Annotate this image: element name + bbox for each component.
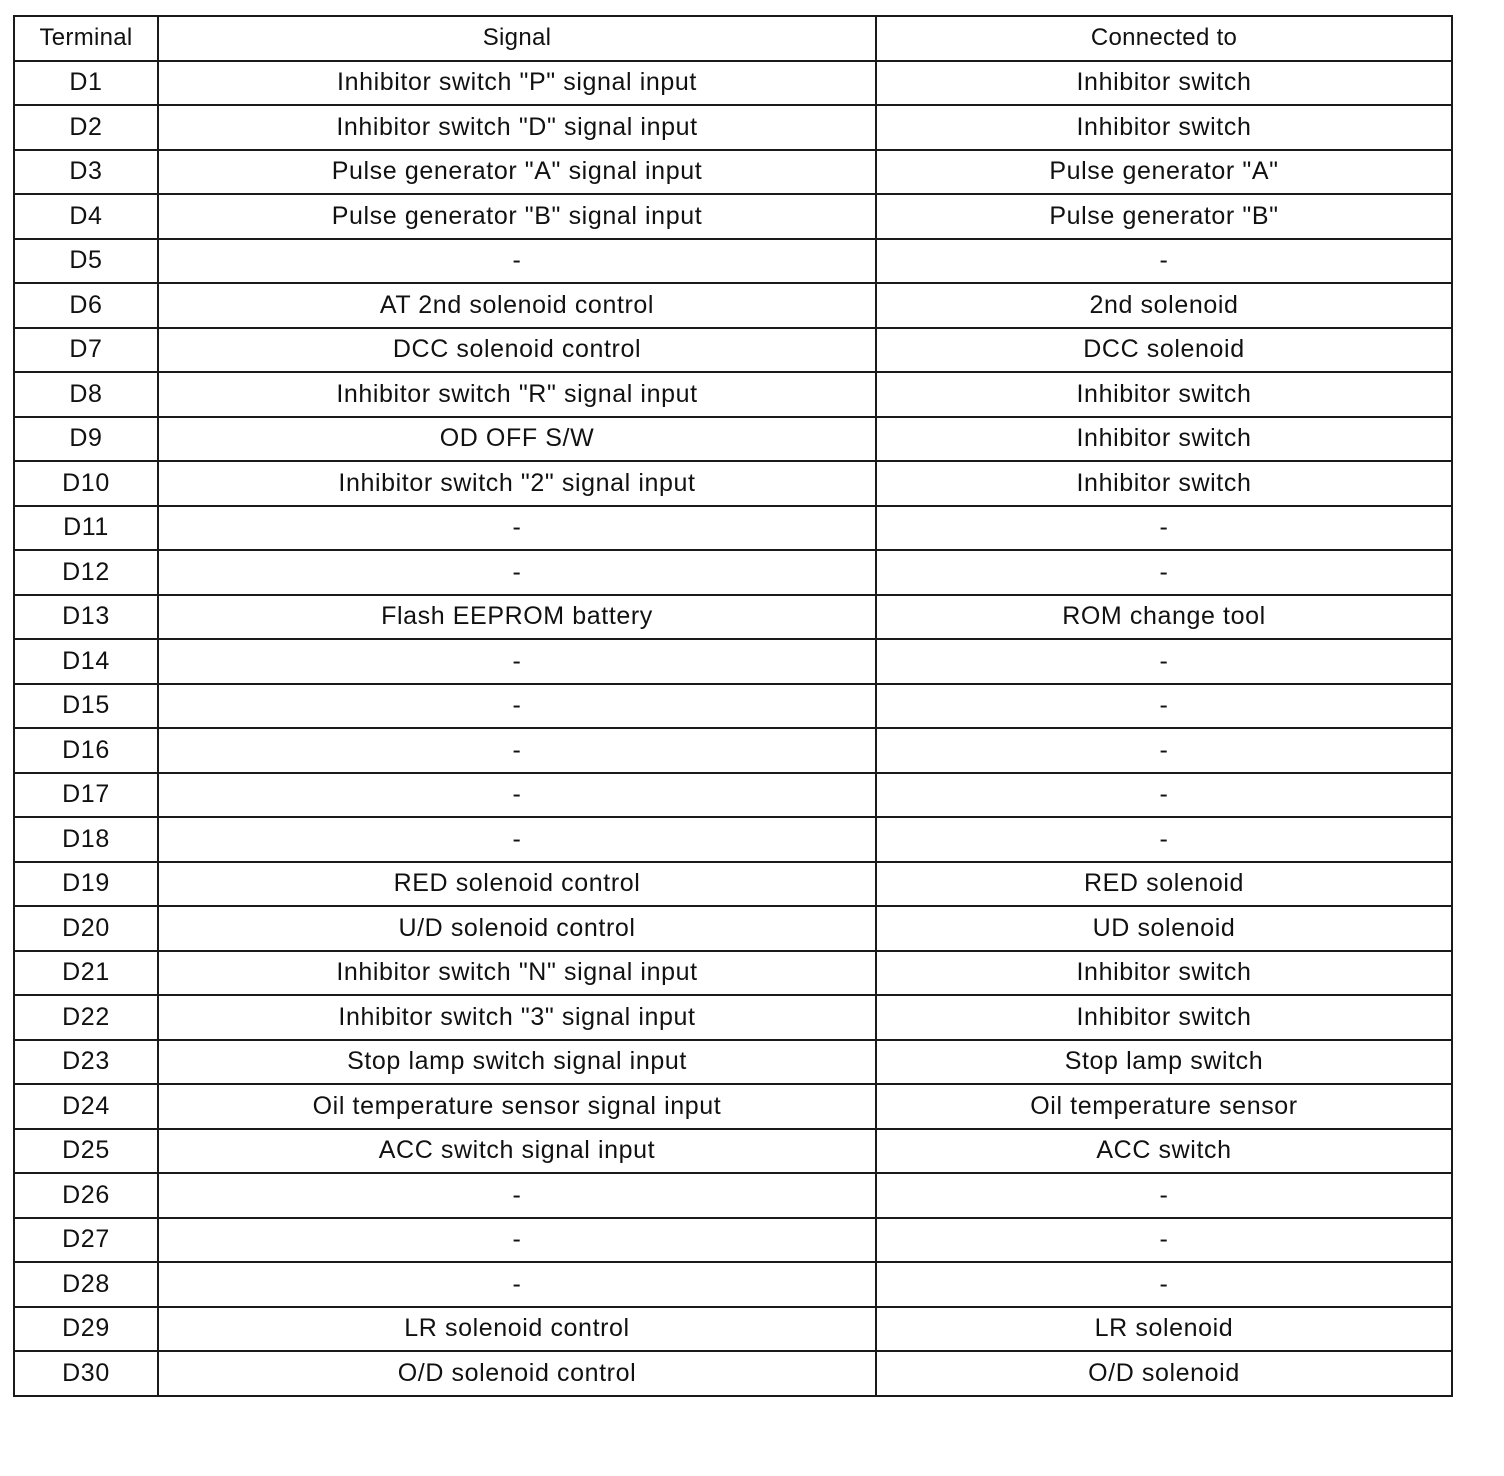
terminal-cell: D6 (14, 283, 158, 328)
signal-cell: DCC solenoid control (158, 328, 876, 373)
table-row (14, 328, 1452, 373)
signal-cell: - (158, 550, 876, 595)
terminal-cell: D30 (14, 1351, 158, 1396)
terminal-cell: D27 (14, 1218, 158, 1263)
terminal-cell: D14 (14, 639, 158, 684)
connected-to-cell: - (876, 684, 1452, 729)
signal-cell: - (158, 1218, 876, 1263)
table-row (14, 639, 1452, 684)
table-row (14, 1218, 1452, 1263)
connected-to-cell: Pulse generator "A" (876, 150, 1452, 195)
terminal-cell: D17 (14, 773, 158, 818)
connected-to-cell: Inhibitor switch (876, 951, 1452, 996)
terminal-cell: D26 (14, 1173, 158, 1218)
table-row (14, 1040, 1452, 1085)
signal-cell: AT 2nd solenoid control (158, 283, 876, 328)
signal-cell: - (158, 639, 876, 684)
signal-cell: Pulse generator "A" signal input (158, 150, 876, 195)
connected-to-cell: Inhibitor switch (876, 995, 1452, 1040)
table-row (14, 728, 1452, 773)
table-row (14, 995, 1452, 1040)
table-row (14, 906, 1452, 951)
table-row (14, 550, 1452, 595)
signal-cell: RED solenoid control (158, 862, 876, 907)
table-row (14, 105, 1452, 150)
connected-to-cell: O/D solenoid (876, 1351, 1452, 1396)
connected-to-cell: - (876, 1218, 1452, 1263)
terminal-cell: D2 (14, 105, 158, 150)
signal-cell: - (158, 506, 876, 551)
connected-to-cell: DCC solenoid (876, 328, 1452, 373)
connected-to-cell: Inhibitor switch (876, 372, 1452, 417)
table-row (14, 417, 1452, 462)
connected-to-cell: ACC switch (876, 1129, 1452, 1174)
signal-cell: Inhibitor switch "R" signal input (158, 372, 876, 417)
signal-cell: - (158, 1262, 876, 1307)
terminal-pinout-table (13, 15, 1453, 1397)
connected-to-cell: Inhibitor switch (876, 105, 1452, 150)
terminal-cell: D25 (14, 1129, 158, 1174)
connected-to-cell: - (876, 506, 1452, 551)
signal-cell: LR solenoid control (158, 1307, 876, 1352)
signal-cell: OD OFF S/W (158, 417, 876, 462)
table-row (14, 372, 1452, 417)
table-row (14, 150, 1452, 195)
connected-to-cell: - (876, 239, 1452, 284)
connected-to-cell: - (876, 728, 1452, 773)
signal-cell: Inhibitor switch "2" signal input (158, 461, 876, 506)
terminal-cell: D1 (14, 61, 158, 106)
signal-cell: - (158, 1173, 876, 1218)
signal-cell: - (158, 239, 876, 284)
connected-to-cell: RED solenoid (876, 862, 1452, 907)
table-row (14, 862, 1452, 907)
signal-cell: Inhibitor switch "P" signal input (158, 61, 876, 106)
terminal-cell: D16 (14, 728, 158, 773)
signal-cell: - (158, 773, 876, 818)
terminal-cell: D29 (14, 1307, 158, 1352)
table-row (14, 1084, 1452, 1129)
connected-to-cell: LR solenoid (876, 1307, 1452, 1352)
header-connected-to: Connected to (876, 16, 1452, 61)
table-row (14, 194, 1452, 239)
connected-to-cell: - (876, 817, 1452, 862)
terminal-cell: D15 (14, 684, 158, 729)
signal-cell: O/D solenoid control (158, 1351, 876, 1396)
signal-cell: Stop lamp switch signal input (158, 1040, 876, 1085)
table-row (14, 1307, 1452, 1352)
terminal-cell: D18 (14, 817, 158, 862)
terminal-cell: D10 (14, 461, 158, 506)
connected-to-cell: Inhibitor switch (876, 417, 1452, 462)
terminal-cell: D4 (14, 194, 158, 239)
terminal-cell: D5 (14, 239, 158, 284)
terminal-cell: D9 (14, 417, 158, 462)
table-row (14, 61, 1452, 106)
connected-to-cell: - (876, 550, 1452, 595)
terminal-cell: D7 (14, 328, 158, 373)
terminal-cell: D3 (14, 150, 158, 195)
signal-cell: - (158, 684, 876, 729)
signal-cell: U/D solenoid control (158, 906, 876, 951)
connected-to-cell: Stop lamp switch (876, 1040, 1452, 1085)
signal-cell: Flash EEPROM battery (158, 595, 876, 640)
signal-cell: - (158, 817, 876, 862)
table-row (14, 461, 1452, 506)
connected-to-cell: - (876, 1262, 1452, 1307)
table-row (14, 1129, 1452, 1174)
table-row (14, 817, 1452, 862)
signal-cell: - (158, 728, 876, 773)
signal-cell: Pulse generator "B" signal input (158, 194, 876, 239)
signal-cell: ACC switch signal input (158, 1129, 876, 1174)
table-row (14, 1173, 1452, 1218)
table-row (14, 684, 1452, 729)
terminal-cell: D12 (14, 550, 158, 595)
connected-to-cell: Oil temperature sensor (876, 1084, 1452, 1129)
terminal-cell: D22 (14, 995, 158, 1040)
connected-to-cell: - (876, 773, 1452, 818)
terminal-cell: D13 (14, 595, 158, 640)
table-row (14, 239, 1452, 284)
table-row (14, 1262, 1452, 1307)
connected-to-cell: UD solenoid (876, 906, 1452, 951)
signal-cell: Oil temperature sensor signal input (158, 1084, 876, 1129)
table-row (14, 595, 1452, 640)
terminal-cell: D21 (14, 951, 158, 996)
table-row (14, 1351, 1452, 1396)
table-body (14, 61, 1452, 1396)
signal-cell: Inhibitor switch "3" signal input (158, 995, 876, 1040)
terminal-cell: D23 (14, 1040, 158, 1085)
table-row (14, 773, 1452, 818)
terminal-cell: D19 (14, 862, 158, 907)
connected-to-cell: Inhibitor switch (876, 61, 1452, 106)
signal-cell: Inhibitor switch "N" signal input (158, 951, 876, 996)
signal-cell: Inhibitor switch "D" signal input (158, 105, 876, 150)
terminal-cell: D28 (14, 1262, 158, 1307)
connected-to-cell: Inhibitor switch (876, 461, 1452, 506)
connected-to-cell: Pulse generator "B" (876, 194, 1452, 239)
header-row (14, 16, 1452, 61)
table-row (14, 951, 1452, 996)
connected-to-cell: - (876, 639, 1452, 684)
terminal-cell: D24 (14, 1084, 158, 1129)
terminal-cell: D20 (14, 906, 158, 951)
table-header (14, 16, 1452, 61)
connected-to-cell: ROM change tool (876, 595, 1452, 640)
terminal-cell: D11 (14, 506, 158, 551)
terminal-cell: D8 (14, 372, 158, 417)
header-signal: Signal (158, 16, 876, 61)
connected-to-cell: - (876, 1173, 1452, 1218)
table-row (14, 506, 1452, 551)
connected-to-cell: 2nd solenoid (876, 283, 1452, 328)
header-terminal: Terminal (14, 16, 158, 61)
table-row (14, 283, 1452, 328)
